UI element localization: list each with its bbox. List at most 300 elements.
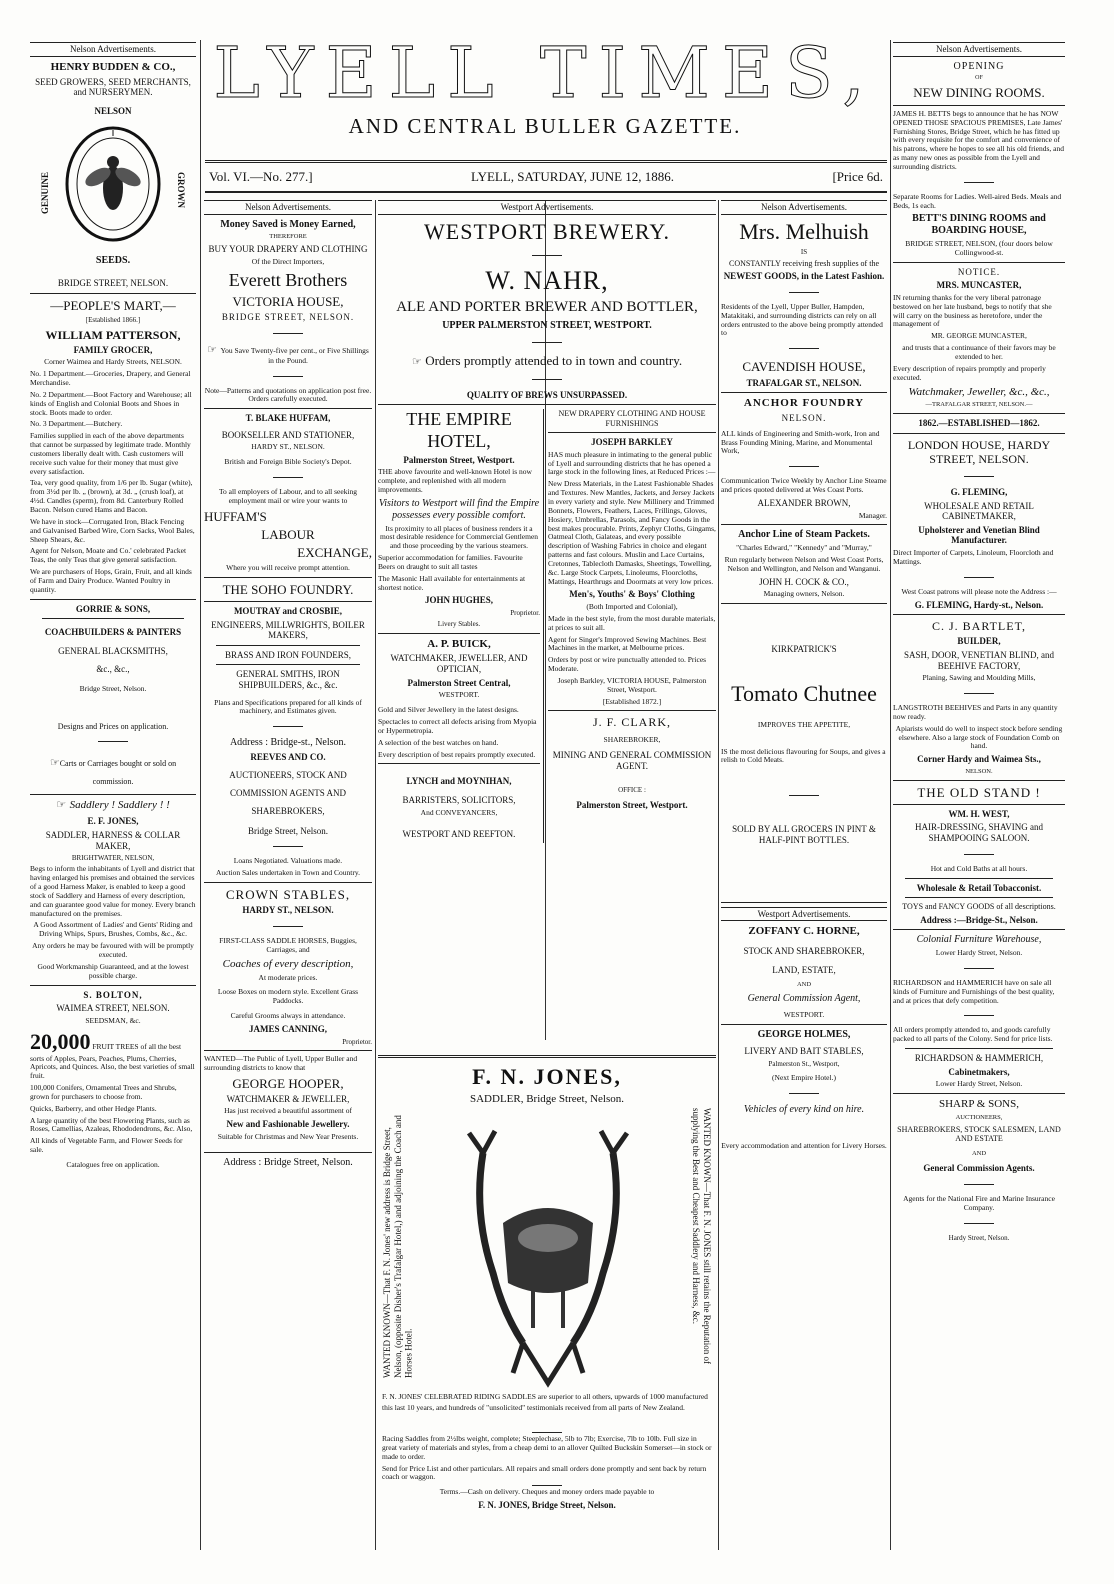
huffam-bible: British and Foreign Bible Society's Depot. [224, 457, 352, 467]
bolton-name: S. BOLTON, [83, 989, 143, 1000]
horne-name: ZOFFANY C. HORNE, [748, 925, 860, 938]
victoria-house: VICTORIA HOUSE, [232, 293, 344, 309]
sharp-and: AND [971, 1149, 987, 1157]
empire-visitors: Visitors to Westport will find the Empire possesses every possible comfort. [378, 497, 540, 521]
divider [893, 1093, 1065, 1094]
melhuish-newest: NEWEST GOODS, in the Latest Fashion. [723, 271, 885, 282]
divider [964, 854, 994, 855]
lynch-address: WESTPORT AND REEFTON. [402, 829, 516, 840]
divider [789, 795, 819, 796]
divider [273, 333, 303, 334]
divider [789, 466, 819, 467]
muncaster-trade: Watchmaker, Jeweller, &c., &c., [908, 385, 1050, 398]
rh-trade: Cabinetmakers, [948, 1066, 1010, 1077]
bartlet-corner: Corner Hardy and Waimea Sts., [917, 754, 1041, 765]
fleming-direct: Direct Importer of Carpets, Linoleum, Floorcloth and Mattings. [893, 548, 1054, 566]
divider [721, 392, 887, 393]
west-toys: TOYS and FANCY GOODS of all descriptions. [902, 902, 1056, 912]
notice-heading: NOTICE. [957, 266, 1001, 277]
column-rule [375, 200, 376, 1550]
buy-text: BUY YOUR DRAPERY AND CLOTHING [208, 244, 368, 255]
column-rule [890, 40, 891, 1550]
betts-name: BETT'S DINING ROOMS and BOARDING HOUSE, [912, 213, 1046, 237]
saddlery-heading: Saddlery ! Saddlery ! ! [69, 799, 170, 812]
bartlet-langstroth: LANGSTROTH BEEHIVES and Parts in any quantity now ready. [893, 703, 1058, 721]
divider [789, 348, 819, 349]
crown-horses: FIRST-CLASS SADDLE HORSES, Buggies, Carriages, and [219, 935, 357, 954]
opening-heading: OPENING [953, 60, 1005, 72]
fleming-upholsterer: Upholsterer and Venetian Blind Manufacturer. [918, 524, 1040, 546]
fn-jones-terms: Terms.—Cash on delivery. Cheques and money orders made payable to [439, 1487, 655, 1497]
soho-foundry: THE SOHO FOUNDRY. [222, 581, 354, 597]
ef-jones-trade: SADDLER, HARNESS & COLLAR MAKER, [45, 829, 181, 851]
crown-coaches: Coaches of every description, [222, 957, 354, 970]
buick-repairs: Every description of best repairs promptly executed. [378, 749, 536, 759]
bolton-flowering: A large quantity of the best Flowering Plants, such as Roses, Camellias, Azaleas, Rhododendrons, &c. Also, [30, 1115, 193, 1134]
crown-prices: At moderate prices. [258, 972, 318, 982]
divider [893, 780, 1065, 781]
purchasers-text: We are purchasers of Hops, Grain, Fruit, and all kinds of Farm and Dairy Produce. Wanted Poultry in quantity. [30, 567, 192, 594]
pointing-hand-icon: ☞ [49, 756, 60, 770]
buick-town: WESTPORT. [438, 690, 480, 700]
colonial-furniture: Colonial Furniture Warehouse, [916, 934, 1042, 946]
empire-body: THE above favourite and well-known Hotel is now complete, and replenished with all modern improvements. [378, 467, 532, 495]
nahr-orders: Orders promptly attended to in town and country. [425, 352, 683, 368]
hughes-name: JOHN HUGHES, [424, 595, 493, 606]
nahr-address: UPPER PALMERSTON STREET, WESTPORT. [442, 319, 652, 331]
divider [964, 968, 994, 969]
west-name: WM. H. WEST, [948, 808, 1010, 819]
divider [964, 1015, 994, 1016]
bolton-catalogue: Catalogues free on application. [66, 1159, 160, 1169]
column-rule [200, 40, 201, 1550]
divider [204, 601, 372, 602]
money-saved-heading: Money Saved is Money Earned, [220, 218, 356, 230]
divider [721, 902, 887, 903]
divider [378, 633, 540, 634]
divider [216, 664, 360, 665]
old-stand: THE OLD STAND ! [917, 784, 1041, 800]
bolton-quicks: Quicks, Barberry, and other Hedge Plants. [30, 1103, 157, 1113]
newspaper-subtitle: AND CENTRAL BULLER GAZETTE. [348, 114, 742, 138]
west-tobacco: Wholesale & Retail Tobacconist. [916, 882, 1042, 893]
horne-town: WESTPORT. [783, 1009, 825, 1019]
divider [964, 182, 994, 183]
reeves-address: Bridge Street, Nelson. [248, 825, 328, 836]
smiths-text: GENERAL SMITHS, IRON SHIPBUILDERS, &c., &c. [236, 669, 340, 690]
divider [532, 255, 562, 256]
gorrie-trade: COACHBUILDERS & PAINTERS [44, 627, 182, 638]
brass-text: BRASS AND IRON FOUNDERS, [224, 649, 352, 660]
livery-stables: Livery Stables. [437, 620, 481, 629]
clark-office: OFFICE : [618, 785, 646, 794]
families-text: Families supplied in each of the above departments that cannot be surpassed by legitimate trade. Monthly customers liberally dealt with. Cash customers will receive such value for their money that must give every satisfaction. [30, 431, 191, 476]
sharp-gca: General Commission Agents. [923, 1163, 1035, 1174]
divider [204, 577, 372, 578]
ef-jones-good: Good Workmanship Guaranteed, and at the lowest possible charge. [37, 961, 189, 980]
section-header: Nelson Advertisements. [30, 42, 196, 57]
reeves-loans: Loans Negotiated. Valuations made. [233, 856, 343, 866]
stock-text: We have in stock—Corrugated Iron, Black Fencing and Galvanised Barbed Wire, Corn Sacks, Wool Bales, Sheep Shears, &c. [30, 516, 195, 544]
lynch-name: LYNCH and MOYNIHAN, [406, 776, 512, 787]
divider [30, 985, 196, 986]
divider [204, 1152, 372, 1153]
huffam-trade: BOOKSELLER AND STATIONER, [221, 429, 355, 440]
divider [204, 882, 372, 883]
chutnee-delicious: IS the most delicious flavouring for Soups, and gives a relish to Cold Meats. [721, 746, 886, 765]
west-address: Address :—Bridge-St., Nelson. [920, 914, 1038, 925]
hooper-new: New and Fashionable Jewellery. [226, 1119, 350, 1130]
empire-proximity: Its proximity to all places of business renders it a most desirable residence for Commercial Gentlemen and those proceeding by the various steamers. [379, 523, 539, 551]
divider [893, 433, 1065, 434]
department-2: No. 2 Department.—Boot Factory and Warehouse; all kinds of English and Colonial Boots and Shoes in stock. Boots made to order. [30, 389, 192, 417]
fleming-west: West Coast patrons will please note the Address :— [901, 586, 1057, 596]
divider [273, 376, 303, 377]
column-1 [30, 42, 196, 1562]
bolton-big-number: 20,000 [30, 1028, 91, 1054]
brown-name: ALEXANDER BROWN, [757, 497, 851, 508]
reeves-sales: Auction Sales undertaken in Town and Country. [215, 868, 361, 878]
holmes-address: Palmerston St., Westport, [768, 1060, 840, 1069]
empire-hotel: THE EMPIRE HOTEL, [406, 409, 512, 451]
london-house: LONDON HOUSE, HARDY STREET, NELSON. [907, 437, 1051, 466]
sharp-agents: Agents for the National Fire and Marine Insurance Company. [903, 1193, 1055, 1212]
ef-jones-place: BRIGHTWATER, NELSON, [71, 854, 155, 863]
steam-ships: "Charles Edward," "Kennedy" and "Murray," [736, 543, 872, 553]
section-header: Nelson Advertisements. [893, 42, 1065, 57]
divider [98, 741, 128, 742]
divider [532, 379, 562, 380]
huffam-labour-2: LABOUR [261, 527, 315, 543]
ef-jones-orders: Any orders he may be favoured with will be promptly executed. [32, 941, 194, 959]
crown-boxes: Loose Boxes on modern style. Excellent Grass Paddocks. [217, 987, 359, 1006]
anchor-foundry: ANCHOR FOUNDRY [743, 397, 865, 410]
buick-address: Palmerston Street Central, [407, 677, 511, 688]
newspaper-title: LYELL TIMES, [213, 32, 877, 114]
rh-body: RICHARDSON and HAMMERICH have on sale all kinds of Furniture and Furnishings of the best quality, and at prices that defy competition. [893, 977, 1055, 1005]
sharp-auctioneers: AUCTIONEERS, [955, 1114, 1003, 1122]
budden-place: NELSON [94, 105, 132, 116]
divider [905, 878, 1053, 879]
empire-masonic: The Masonic Hall available for entertainments at shortest notice. [378, 573, 526, 592]
divider [378, 404, 716, 405]
therefore-text: THEREFORE [269, 233, 307, 241]
gorrie-name: GORRIE & SONS, [75, 603, 151, 614]
divider [532, 1432, 562, 1433]
fn-jones-trade: SADDLER, Bridge Street, Nelson. [470, 1092, 624, 1105]
gorrie-address: Bridge Street, Nelson. [79, 684, 147, 694]
masthead [205, 32, 885, 139]
west-baths: Hot and Cold Baths at all hours. [930, 863, 1028, 873]
betts-rooms: Separate Rooms for Ladies. Well-aired Beds. Meals and Beds, 1s each. [893, 191, 1062, 210]
lynch-conveyancers: And CONVEYANCERS, [420, 807, 498, 817]
fn-jones-racing: Racing Saddles from 2½lbs weight, complete; Steeplechase, 5lb to 7lb; Exercise, 7lb to 10lb. Full size in great variety of materials and styles, from a cheap demi to an allover Quilted Buckskin Somerset—in stock or made to order. [382, 1434, 712, 1461]
divider [204, 408, 372, 409]
divider [378, 763, 540, 764]
divider [789, 292, 819, 293]
empire-superior: Superior accommodation for families. Favourite Beers on draught to suit all tastes [378, 553, 523, 571]
canning-proprietor: Proprietor. [342, 1037, 372, 1046]
anchor-place: NELSON. [781, 413, 827, 424]
betts-body: JAMES H. BETTS begs to announce that he has NOW OPENED THOSE SPACIOUS PREMISES, Late James' Furnishing Stores, Bridge Street, which he has fitted up with every requisite for the comfort and convenience of his patrons, where he hopes to see all his old friends, and as many new ones as possible from the Lyell and surrounding districts. [893, 108, 1065, 171]
pointing-hand-icon: ☞ [411, 354, 426, 368]
canning-name: JAMES CANNING, [248, 1023, 327, 1034]
budden-address: BRIDGE STREET, NELSON. [57, 278, 169, 289]
hooper-address: Address : Bridge Street, Nelson. [223, 1156, 353, 1168]
divider [964, 577, 994, 578]
section-header: Westport Advertisements. [378, 200, 716, 215]
divider [273, 726, 303, 727]
horne-commission: General Commission Agent, [747, 992, 861, 1004]
department-1: No. 1 Department.—Groceries, Drapery, and General Merchandise. [30, 369, 191, 388]
patterson-title: FAMILY GROCER, [73, 344, 153, 355]
buick-name: A. P. BUICK, [427, 637, 491, 650]
horne-and: AND [796, 981, 812, 989]
patterson-name: WILLIAM PATTERSON, [45, 327, 181, 342]
clark-address: Palmerston Street, Westport. [576, 799, 688, 810]
sharp-address: Hardy Street, Nelson. [948, 1233, 1010, 1242]
bolton-trade: SEEDSMAN, &c. [85, 1015, 141, 1025]
barkley-signature: Joseph Barkley, VICTORIA HOUSE, Palmerston Street, Westport. [557, 675, 707, 694]
direct-importers: Of the Direct Importers, [251, 256, 325, 266]
rh-address: Lower Hardy Street, Nelson. [935, 1079, 1023, 1089]
agent-text: Agent for Nelson, Moate and Co.' celebrated Packet Teas, the only Teas that give general satisfaction. [30, 546, 187, 565]
new-dining-rooms: NEW DINING ROOMS. [913, 85, 1045, 101]
divider [893, 614, 1065, 615]
divider [721, 524, 887, 525]
brown-manager: Manager. [858, 510, 887, 520]
clark-sharebroker: SHAREBROKER, [603, 734, 661, 744]
plans-text: Plans and Specifications prepared for all kinds of machinery, and Estimates given. [214, 697, 362, 716]
barkley-agent: Agent for Singer's Improved Sewing Machines. Best Machines in the market, at Melbourne prices. [548, 634, 707, 653]
divider [893, 413, 1065, 414]
rh-orders: All orders promptly attended to, and goods carefully packed to all parts of the Colony. Send for price lists. [893, 1025, 1053, 1044]
fn-jones-name: F. N. JONES, [472, 1064, 622, 1089]
crown-grooms: Careful Grooms always in attendance. [230, 1011, 346, 1021]
hooper-name: GEORGE HOOPER, [232, 1075, 344, 1091]
barkley-body: HAS much pleasure in intimating to the general public of Lyell and surrounding districts that he has opened a large stock in the following lines, at Reduced Prices :— [548, 449, 716, 477]
column-5 [893, 42, 1065, 1562]
ef-jones-body: Begs to inform the inhabitants of Lyell and district that having enlarged his premises and obtained the services of a good Harness Maker, is enabled to keep a good stock of Saddlery and Harness of every description, and can guarantee good value for money. Every branch manufactured on the premises. [30, 864, 196, 918]
holmes-trade: LIVERY AND BAIT STABLES, [744, 1046, 864, 1057]
saddle-icon [463, 1113, 633, 1393]
barkley-orders: Orders by post or wire punctually attended to. Prices Moderate. [548, 655, 707, 674]
london-established: 1862.—ESTABLISHED—1862. [918, 418, 1040, 429]
sharp-name: SHARP & SONS, [939, 1098, 1019, 1111]
anchor-body: ALL kinds of Engineering and Smith-work, Iron and Brass Founding Mining, Marine, and Monumental Work, [721, 428, 880, 456]
bartlet-apiarists: Apiarists would do well to inspect stock before sending elsewhere. Also a large stock of Foundation Comb on hand. [895, 723, 1063, 751]
bartlet-planing: Planing, Sawing and Moulding Mills, [922, 673, 1036, 683]
divider [548, 710, 716, 711]
engineers-text: ENGINEERS, MILLWRIGHTS, BOILER MAKERS, [211, 619, 365, 641]
colonial-lower: Lower Hardy Street, Nelson. [935, 948, 1023, 957]
hooper-trade: WATCHMAKER & JEWELLER, [226, 1093, 350, 1104]
hooper-wanted: WANTED—The Public of Lyell, Upper Buller and surrounding districts to know that [204, 1053, 358, 1072]
buick-trade: WATCHMAKER, JEWELLER, AND OPTICIAN, [390, 653, 528, 675]
barkley-established: [Established 1872.] [602, 696, 662, 706]
kirkpatrick-name: KIRKPATRICK'S [771, 644, 837, 655]
divider [721, 603, 887, 604]
logo-grown: GROWN [176, 172, 186, 209]
nahr-trade: ALE AND PORTER BREWER AND BOTTLER, [396, 299, 698, 316]
chutnee-sold: SOLD BY ALL GROCERS IN PINT & HALF-PINT BOTTLES. [732, 824, 876, 845]
bartlet-name: C. J. BARTLET, [931, 619, 1027, 634]
divider [893, 262, 1065, 263]
hooper-received: Has just received a beautiful assortment of [224, 1106, 352, 1116]
patterns-note: Note—Patterns and quotations on application post free. Orders carefully executed. [204, 385, 372, 404]
muncaster-address: —TRAFALGAR STREET, NELSON.— [925, 401, 1033, 409]
bolton-vegetable: All kinds of Vegetable Farm, and Flower Seeds for sale. [30, 1136, 183, 1155]
horne-trade: STOCK AND SHAREBROKER, [743, 946, 865, 957]
volume-number: Vol. VI.—No. 277.] [209, 169, 313, 184]
moutray-name: MOUTRAY and CROSBIE, [233, 605, 343, 616]
barkley-list: New Dress Materials, in the Latest Fashionable Shades and Textures. New Mantles, Jackets, and Jersey Jackets in every variety and style. New Millinery and Trimmed Bonnets, Flowers, Feathers, Laces, Frillings, Gloves, Hosiery, Umbrellas, Parasols, and Fancy Goods in the best makes procurable. Prints, Zephyr Cloths, Gingams, Oatmeal Cloth, Galateas, and every possible description of Washing Fabrics in choice and elegant patterns and fast colours. Muslin and Lace Curtains, Cretonnes, Tablecloth Damasks, Sheetings, Towelling, &c. Large Stock Carpets, Linoleums, Floorcloths, Mattings, Hearthrugs and Doormats at very low prices. [548, 479, 716, 586]
clark-name: J. F. CLARK, [592, 715, 672, 730]
soho-address: Address : Bridge-st., Nelson. [229, 737, 347, 749]
barkley-made: Made in the best style, from the most durable materials, at prices to suit all. [548, 613, 716, 632]
nahr-quality: QUALITY OF BREWS UNSURPASSED. [466, 389, 628, 400]
muncaster-body: IN returning thanks for the very liberal patronage bestowed on her late husband, begs to notify that she will carry on the business as heretofore, under the management of [893, 292, 1052, 329]
huffam-address: HARDY ST., NELSON. [251, 442, 325, 452]
rh-name: RICHARDSON & HAMMERICH, [914, 1053, 1044, 1064]
column-rule [718, 200, 719, 1550]
mart-title: —PEOPLE'S MART,— [50, 298, 176, 314]
everett-address: BRIDGE STREET, NELSON. [221, 312, 355, 323]
clark-trade: MINING AND GENERAL COMMISSION AGENT. [552, 750, 712, 772]
divider [893, 804, 1065, 805]
patterson-address: Corner Waimea and Hardy Streets, NELSON. [44, 357, 182, 367]
divider [964, 1223, 994, 1224]
melhuish-body: CONSTANTLY receiving fresh supplies of the [728, 258, 879, 268]
anchor-communication: Communication Twice Weekly by Anchor Line Steame and prices quoted delivered at Wes Coast Ports. [721, 476, 887, 495]
fn-jones-send: Send for Price List and other particulars. All repairs and small orders done promptly and sent back by return coach or waggon. [382, 1463, 707, 1482]
fn-jones-wanted-left: WANTED KNOWN—That F. N. Jones' new address is Bridge Street, Nelson, (opposite Disher's Trafalgar Hotel,) and adjoining the Coach and Horses Hotel. [382, 1115, 414, 1378]
ef-jones-assortment: A Good Assortment of Ladies' and Gents' Riding and Driving Whips, Spurs, Brushes, Combs, &c., &c. [33, 920, 193, 939]
muncaster-trusts: and trusts that a continuance of their favors may be extended to her. [902, 343, 1056, 361]
buick-gold: Gold and Silver Jewellery in the latest designs. [378, 705, 519, 715]
holmes-name: GEORGE HOLMES, [757, 1028, 851, 1040]
divider [964, 693, 994, 694]
westport-subcol-right [548, 409, 716, 843]
betts-address: BRIDGE STREET, NELSON, (four doors below Collingwood-st. [905, 239, 1053, 257]
opening-of: OF [975, 75, 983, 82]
fn-jones-details [382, 1430, 712, 1514]
muncaster-repairs: Every description of repairs promptly and properly executed. [893, 363, 1046, 382]
tomato-chutnee: Tomato Chutnee [731, 680, 877, 706]
logo-genuine: GENUINE [40, 172, 50, 215]
gorrie-trade-2: GENERAL BLACKSMITHS, [58, 645, 168, 656]
lynch-trade: BARRISTERS, SOLICITORS, [402, 794, 516, 805]
bartlet-builder: BUILDER, [957, 636, 1001, 647]
section-header: Nelson Advertisements. [204, 200, 372, 215]
trafalgar-street: TRAFALGAR ST., NELSON. [746, 377, 862, 388]
column-2 [204, 200, 372, 1550]
huffam-name: T. BLAKE HUFFAM, [245, 413, 331, 424]
gorrie-designs: Designs and Prices on application. [57, 721, 169, 731]
huffam-where: Where you will receive prompt attention. [226, 562, 350, 572]
melhuish-is: IS [800, 247, 808, 256]
melhuish-name: Mrs. Melhuish [739, 218, 869, 244]
steam-body: Run regularly between Nelson and West Coast Ports, Nelson and Wellington, and Nelson and Wanganui. [724, 555, 884, 573]
sharp-trade: SHAREBROKERS, STOCK SALESMEN, LAND AND ESTATE [897, 1124, 1061, 1144]
huffam-labour-3: EXCHANGE, [297, 545, 372, 561]
hooper-xmas: Suitable for Christmas and New Year Presents. [217, 1131, 359, 1141]
bolton-address: WAIMEA STREET, NELSON. [56, 1003, 170, 1014]
bartlet-trade: SASH, DOOR, VENETIAN BLIND, and BEEHIVE FACTORY, [903, 650, 1055, 671]
divider [273, 926, 303, 927]
divider [548, 432, 716, 433]
westport-brewery: WESTPORT BREWERY. [424, 218, 670, 244]
pointing-hand-icon: ☞ [207, 342, 221, 356]
barkley-clothing: Men's, Youths' & Boys' Clothing [569, 589, 695, 600]
divider [721, 1024, 887, 1025]
divider [204, 1050, 372, 1051]
buick-spectacles: Spectacles to correct all defects arising from Myopia or Hypermetropia. [378, 717, 537, 735]
divider [216, 645, 360, 646]
save-text: You Save Twenty-five per cent., or Five Shillings in the Pound. [220, 345, 369, 365]
divider [30, 794, 196, 795]
bee-icon [58, 122, 168, 252]
cock-name: JOHN H. COCK & CO., [759, 576, 849, 587]
holmes-vehicles: Vehicles of every kind on hire. [743, 1104, 865, 1116]
section-header: Westport Advertisements. [721, 907, 887, 922]
cock-role: Managing owners, Nelson. [763, 589, 845, 599]
fn-jones-signature: F. N. JONES, Bridge Street, Nelson. [478, 1500, 616, 1511]
budden-name: HENRY BUDDEN & CO., [50, 60, 176, 73]
holmes-next: (Next Empire Hotel.) [772, 1073, 836, 1083]
fn-jones-wanted-right: WANTED KNOWN—That F. N. JONES still retains the Reputation of supplying the Best and Cheapest Saddlery and Harness, &c. [691, 1108, 712, 1364]
muncaster-mr: MR. GEORGE MUNCASTER, [931, 331, 1027, 341]
fn-jones-celebrated: F. N. JONES' CELEBRATED RIDING SADDLES are superior to all others, upwards of 1000 manufactured this last 10 years, and hundreds of "unsolicited" testimonials received from all parts of New Zealand. [382, 1392, 708, 1413]
department-3: No. 3 Department.—Butchery. [30, 419, 123, 429]
reeves-name: REEVES AND CO. [250, 752, 326, 763]
crown-stables: CROWN STABLES, [225, 886, 351, 902]
crown-address: HARDY ST., NELSON. [242, 905, 334, 916]
column-4 [721, 200, 887, 1550]
divider [905, 897, 1053, 898]
issue-price: [Price 6d. [832, 169, 883, 184]
divider [893, 929, 1065, 930]
melhuish-residents: Residents of the Lyell, Upper Buller, Hampden, Matakitaki, and surrounding districts can rely on all orders entrusted to the above being promptly attended to [721, 301, 883, 338]
bolton-trees: FRUIT TREES of all the best sorts of Apples, Pears, Peaches, Plums, Cherries, Apricots, and Quinces. Also, the best varieties of small fruit. [30, 1041, 195, 1081]
reeves-trade: AUCTIONEERS, STOCK AND COMMISSION AGENTS AND SHAREBROKERS, [229, 769, 347, 816]
huffam-employ: To all employers of Labour, and to all seeking employment mail or wire your wants to [218, 487, 358, 505]
ef-jones-name: E. F. JONES, [87, 816, 139, 827]
nahr-name: W. NAHR, [485, 265, 609, 295]
divider [964, 476, 994, 477]
divider [532, 342, 562, 343]
chutnee-improves: IMPROVES THE APPETITE, [757, 719, 851, 729]
huffam-labour-1: HUFFAM'S [204, 508, 267, 524]
horne-land: LAND, ESTATE, [772, 964, 836, 975]
logo-seeds: SEEDS. [95, 255, 131, 267]
divider [273, 477, 303, 478]
barkley-name: JOSEPH BARKLEY [591, 437, 673, 448]
bolton-conifers: 100,000 Conifers, Ornamental Trees and Shrubs, grown for purchasers to choose from. [30, 1083, 177, 1101]
barkley-both: (Both Imported and Colonial), [586, 602, 678, 612]
budden-desc: SEED GROWERS, SEED MERCHANTS, and NURSERYMEN. [35, 76, 191, 98]
divider [532, 1485, 562, 1486]
divider [893, 105, 1065, 106]
divider [789, 1093, 819, 1094]
divider [273, 846, 303, 847]
buick-selection: A selection of the best watches on hand. [378, 737, 499, 747]
divider [42, 618, 184, 619]
west-trade: HAIR-DRESSING, SHAVING and SHAMPOOING SALOON. [914, 822, 1044, 844]
fleming-name: G. FLEMING, [950, 487, 1008, 498]
dateline [205, 160, 887, 193]
seed-merchant-logo [40, 122, 186, 272]
